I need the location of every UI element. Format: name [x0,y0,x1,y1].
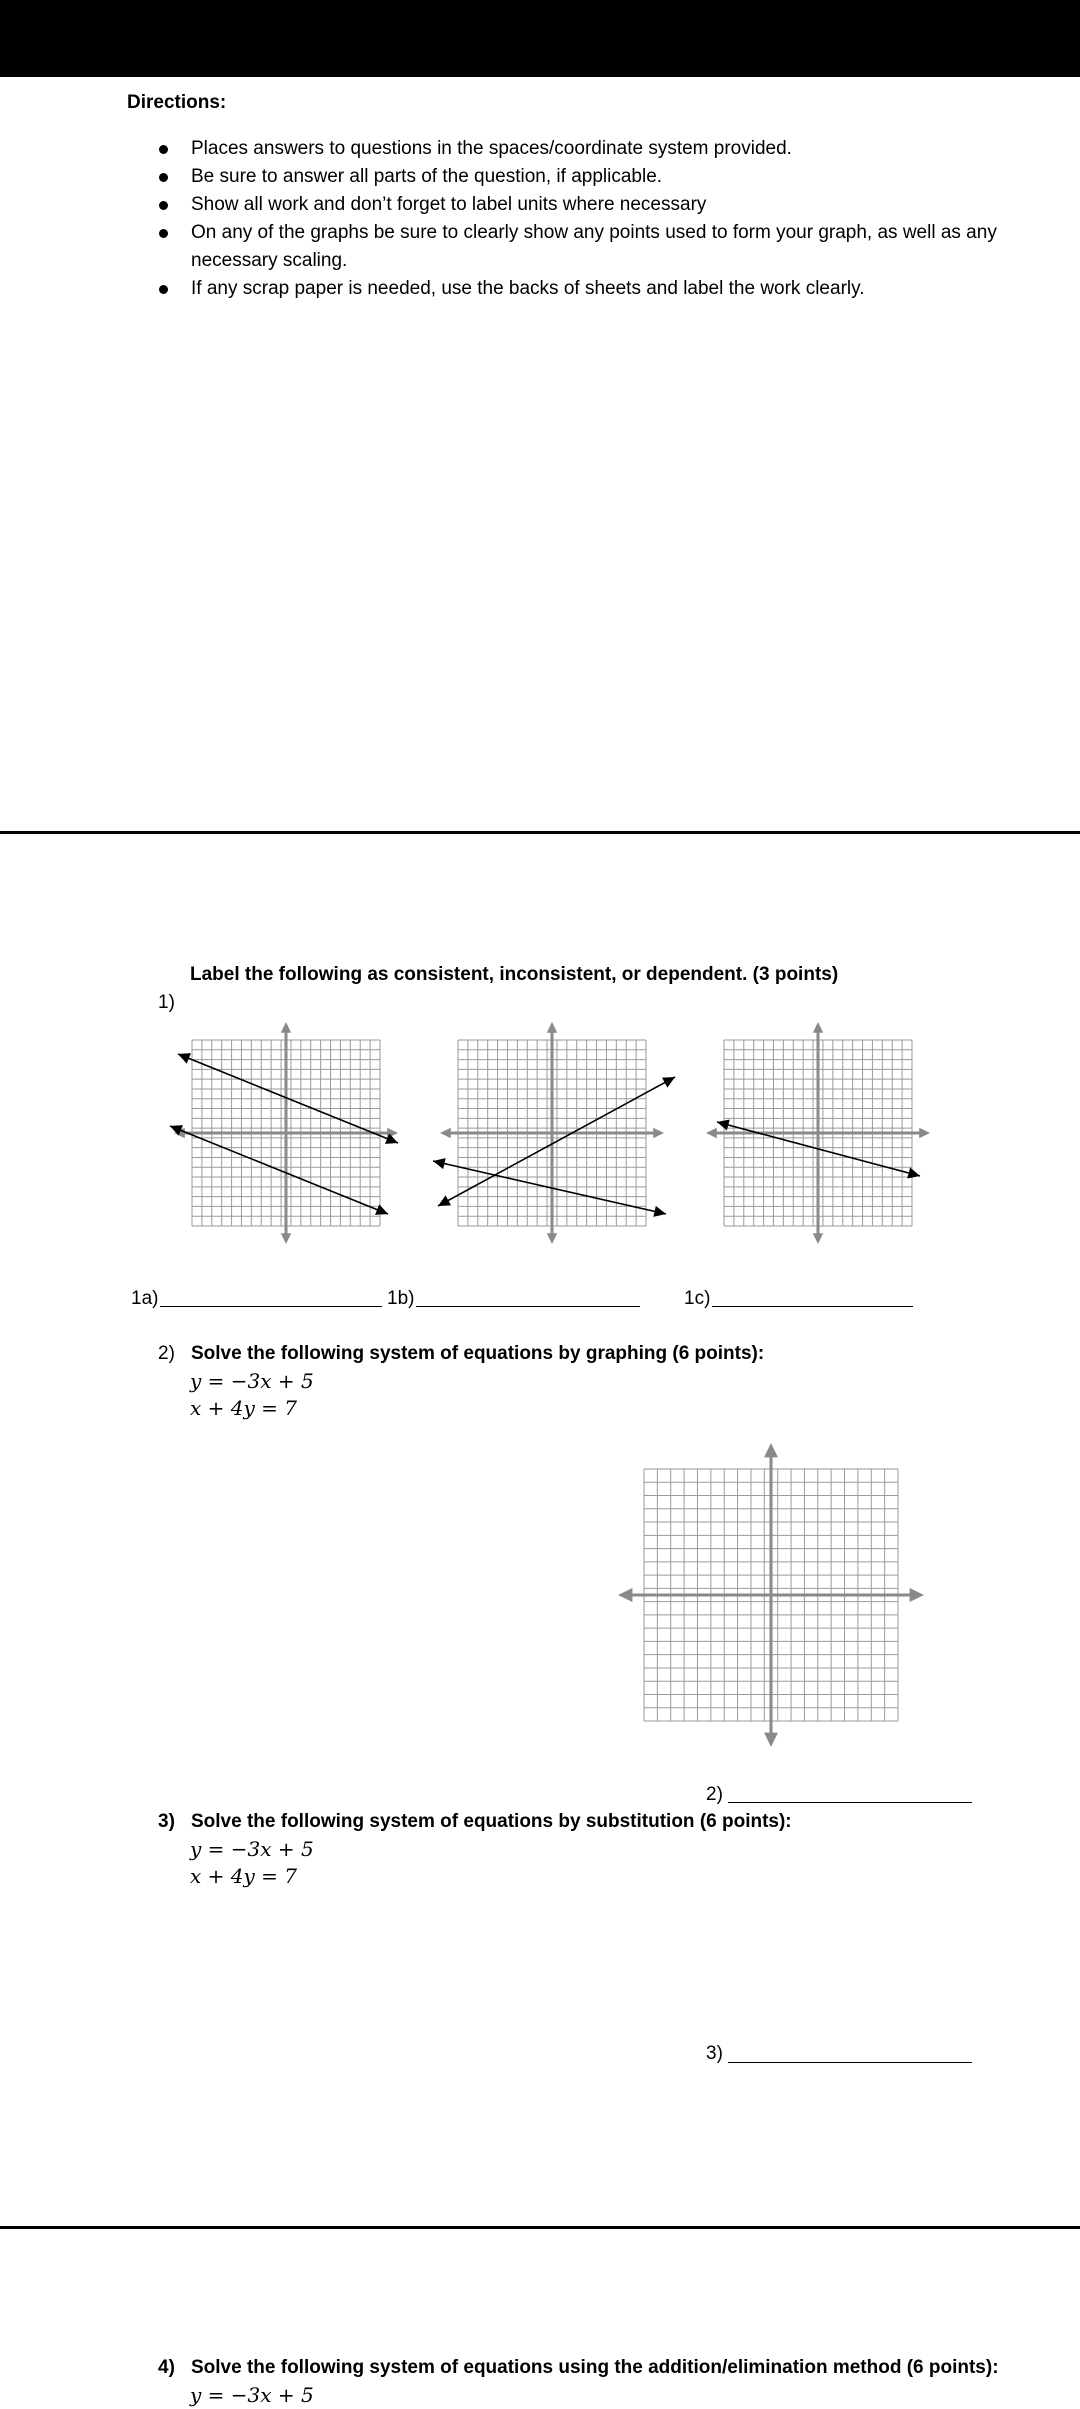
axis-arrow-icon [764,1733,778,1747]
q2-number: 2) [158,1343,175,1364]
q1-number: 1) [158,992,175,1013]
answer-1c-label: 1c) [684,1288,711,1309]
direction-item: If any scrap paper is needed, use the backs of sheets and label the work clearly. [191,278,865,299]
q3-number: 3) [158,1811,175,1832]
answer-1b-label: 1b) [387,1288,415,1309]
q1-instruction: Label the following as consistent, inconsistent, or dependent. (3 points) [190,964,839,985]
q3-equation-1: y = −3x + 5 [190,1837,314,1861]
q2-title: Solve the following system of equations by graphing (6 points): [191,1343,765,1364]
q2-equation-2: x + 4y = 7 [190,1396,297,1420]
direction-item: On any of the graphs be sure to clearly show any points used to form your graph, as well as any [191,222,997,243]
q3-title: Solve the following system of equations by substitution (6 points): [191,1811,792,1832]
direction-item-continued: necessary scaling. [191,250,348,271]
q4-equation-1: y = −3x + 5 [190,2383,314,2407]
direction-item: Be sure to answer all parts of the question, if applicable. [191,166,663,187]
answer-3-label: 3) [706,2043,723,2064]
q3-equation-2: x + 4y = 7 [190,1864,297,1888]
q4-number: 4) [158,2357,175,2378]
axis-arrow-icon [618,1588,632,1602]
q2-equation-1: y = −3x + 5 [190,1369,314,1393]
answer-1a-label: 1a) [131,1288,159,1309]
direction-item: Places answers to questions in the spaces/coordinate system provided. [191,138,792,159]
q4-title: Solve the following system of equations using the addition/elimination method (6 points): [191,2357,999,2378]
direction-item: Show all work and don’t forget to label units where necessary [191,194,707,215]
axis-arrow-icon [764,1443,778,1457]
answer-3-line[interactable] [728,2062,972,2063]
page-divider [0,2226,1080,2229]
answer-2-label: 2) [706,1784,723,1805]
directions-heading: Directions: [127,92,227,113]
answer-2-line[interactable] [728,1802,972,1803]
axis-arrow-icon [910,1588,924,1602]
